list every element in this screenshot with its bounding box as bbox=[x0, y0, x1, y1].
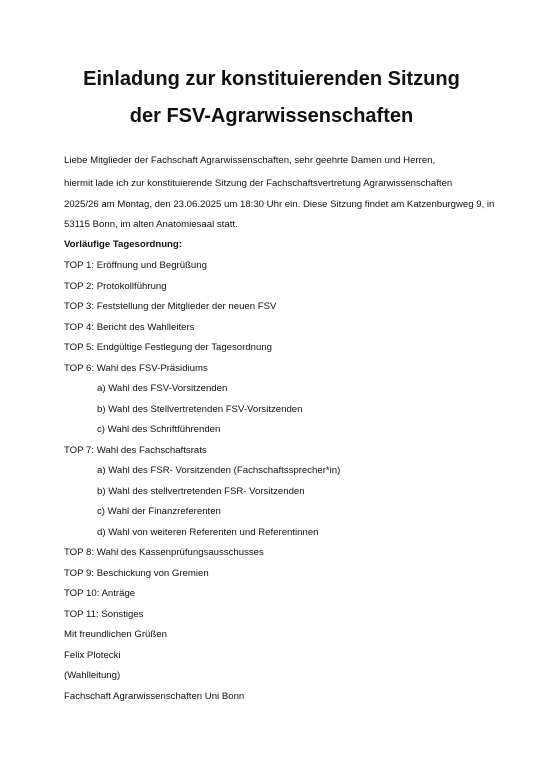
agenda-item: TOP 1: Eröffnung und Begrüßung bbox=[64, 260, 207, 271]
intro-line: 2025/26 am Montag, den 23.06.2025 um 18:30 Uhr ein. Diese Sitzung findet am Katzenburgweg 9, in bbox=[64, 199, 495, 210]
agenda-subitem: c) Wahl der Finanzreferenten bbox=[97, 506, 221, 517]
agenda-item: TOP 5: Endgültige Festlegung der Tagesordnung bbox=[64, 342, 273, 353]
agenda-heading: Vorläufige Tagesordnung: bbox=[64, 239, 182, 250]
agenda-subitem: b) Wahl des Stellvertretenden FSV-Vorsitzenden bbox=[97, 403, 303, 415]
agenda-item: TOP 10: Anträge bbox=[64, 588, 136, 599]
agenda-subitem: d) Wahl von weiteren Referenten und Referentinnen bbox=[97, 526, 319, 538]
closing-greeting: Mit freundlichen Grüßen bbox=[64, 629, 167, 640]
agenda-subitem: a) Wahl des FSR- Vorsitzenden (Fachschaftssprecher*in) bbox=[97, 465, 341, 476]
agenda-list bbox=[0, 260, 543, 629]
document-title-line2: der FSV-Agrarwissenschaften bbox=[129, 105, 414, 127]
intro-line: Liebe Mitglieder der Fachschaft Agrarwissenschaften, sehr geehrte Damen und Herren, bbox=[64, 155, 436, 166]
closing-block bbox=[64, 629, 244, 711]
agenda-item: TOP 3: Feststellung der Mitglieder der neuen FSV bbox=[64, 301, 277, 312]
agenda-item: TOP 9: Beschickung von Gremien bbox=[64, 567, 209, 579]
agenda-subitem: c) Wahl des Schriftführenden bbox=[97, 424, 221, 435]
agenda-item: TOP 4: Bericht des Wahlleiters bbox=[64, 321, 195, 333]
agenda-subitem: b) Wahl des stellvertretenden FSR- Vorsitzenden bbox=[97, 485, 305, 497]
agenda-item: TOP 8: Wahl des Kassenprüfungsausschusses bbox=[64, 547, 264, 558]
signature-name: Felix Plotecki bbox=[64, 649, 121, 661]
intro-line: hiermit lade ich zur konstituierende Sitzung der Fachschaftsvertretung Agrarwissenschaften bbox=[64, 178, 453, 189]
agenda-item: TOP 6: Wahl des FSV-Präsidiums bbox=[64, 362, 208, 374]
agenda-subitem: a) Wahl des FSV-Vorsitzenden bbox=[97, 383, 228, 394]
document-title-line1: Einladung zur konstituierenden Sitzung bbox=[83, 68, 460, 90]
agenda-item: TOP 7: Wahl des Fachschaftsrats bbox=[64, 444, 207, 456]
agenda-item: TOP 2: Protokollführung bbox=[64, 280, 167, 292]
agenda-item: TOP 11: Sonstiges bbox=[64, 608, 144, 620]
intro-line: 53115 Bonn, im alten Anatomiesaal statt. bbox=[64, 219, 238, 230]
signature-organization: Fachschaft Agrarwissenschaften Uni Bonn bbox=[64, 690, 245, 702]
signature-role: (Wahlleitung) bbox=[64, 670, 121, 681]
